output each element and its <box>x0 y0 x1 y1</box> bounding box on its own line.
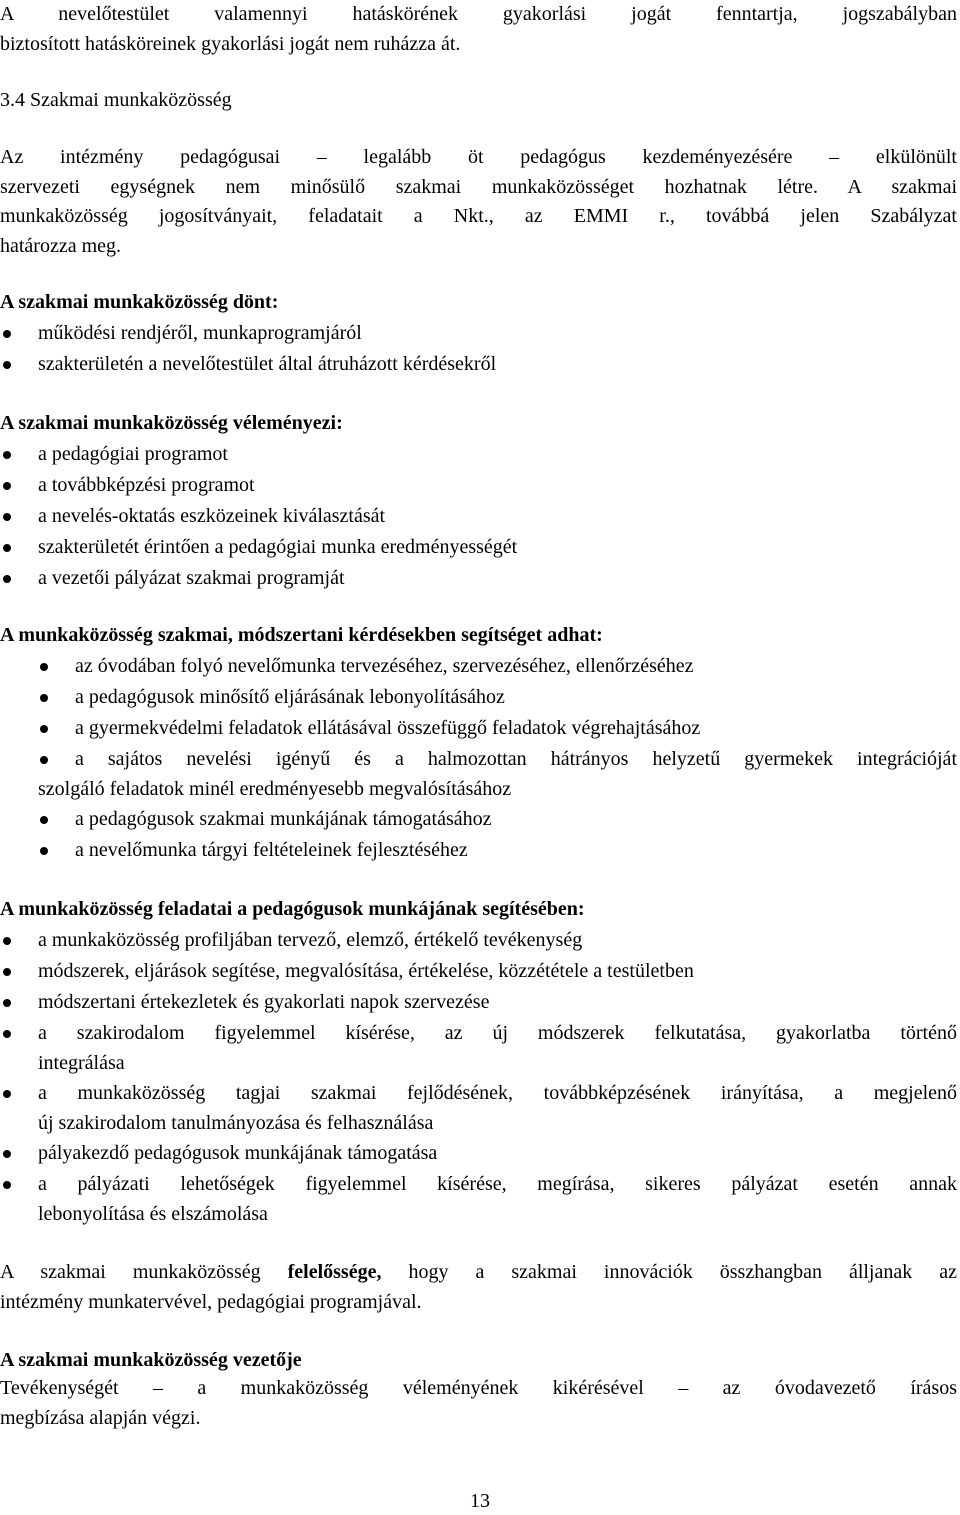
bullet-icon <box>3 1090 11 1098</box>
list-item: szakterületén a nevelőtestület által átruházott kérdésekről <box>0 349 957 380</box>
list-item: működési rendjéről, munkaprogramjáról <box>0 318 957 349</box>
intro-line-2: biztosított hatásköreinek gyakorlási jogát nem ruházza át. <box>0 32 461 55</box>
list-item: a munkaközösség tagjai szakmai fejlődésének, továbbképzésének irányítása, a megjelenő új szakirodalom tanulmányozása és felhasználása <box>0 1078 957 1138</box>
list-item: szakterületét érintően a pedagógiai munka eredményességét <box>0 532 957 563</box>
list-item: a nevelőmunka tárgyi feltételeinek fejlesztéséhez <box>0 835 957 866</box>
bullet-icon <box>3 999 11 1007</box>
bullet-icon <box>40 663 48 671</box>
segitseg-heading: A munkaközösség szakmai, módszertani kérdésekben segítséget adhat: <box>0 624 603 646</box>
bullet-icon <box>3 330 11 338</box>
list-item: a munkaközösség profiljában tervező, elemző, értékelő tevékenység <box>0 925 957 956</box>
section-line-3: munkaközösség jogosítványait, feladatait a Nkt., az EMMI r., továbbá jelen Szabályzat <box>0 205 957 227</box>
intro-paragraph <box>0 0 957 59</box>
bullet-icon <box>40 816 48 824</box>
list-item: a pedagógusok szakmai munkájának támogatásához <box>0 804 957 835</box>
list-item: a továbbképzési programot <box>0 470 957 501</box>
section-title: 3.4 Szakmai munkaközösség <box>0 89 232 111</box>
vezeto-heading: A szakmai munkaközösség vezetője <box>0 1349 302 1371</box>
bullet-icon <box>3 451 11 459</box>
vezeto-line-2: megbízása alapján végzi. <box>0 1406 201 1429</box>
bullet-icon <box>3 1181 11 1189</box>
list-item: a gyermekvédelmi feladatok ellátásával összefüggő feladatok végrehajtásához <box>0 713 957 744</box>
list-item: az óvodában folyó nevelőmunka tervezéséhez, szervezéséhez, ellenőrzéséhez <box>0 651 957 682</box>
list-item: a szakirodalom figyelemmel kísérése, az új módszerek felkutatása, gyakorlatba történő integrálása <box>0 1018 957 1078</box>
felelosseg-line-2: intézmény munkatervével, pedagógiai programjával. <box>0 1290 422 1313</box>
bullet-icon <box>3 544 11 552</box>
section-line-4: határozza meg. <box>0 234 122 257</box>
velemenyezi-list <box>0 439 957 594</box>
dont-list <box>0 318 957 380</box>
bullet-icon <box>3 968 11 976</box>
bullet-icon <box>3 361 11 369</box>
list-item: a vezetői pályázat szakmai programját <box>0 563 957 594</box>
vezeto-line-1: Tevékenységét – a munkaközösség véleményének kikérésével – az óvodavezető írásos <box>0 1377 957 1399</box>
bullet-icon <box>3 575 11 583</box>
list-item: a pedagógiai programot <box>0 439 957 470</box>
page-number: 13 <box>470 1490 490 1512</box>
list-item: módszertani értekezletek és gyakorlati napok szervezése <box>0 987 957 1018</box>
velemenyezi-heading: A szakmai munkaközösség véleményezi: <box>0 412 343 434</box>
feladatai-list <box>0 925 957 1229</box>
list-item: a pályázati lehetőségek figyelemmel kísérése, megírása, sikeres pályázat esetén annak lebonyolítása és elszámolása <box>0 1169 957 1229</box>
section-paragraph <box>0 143 957 261</box>
bullet-icon <box>40 725 48 733</box>
felelosseg-bold: felelőssége, <box>287 1261 382 1283</box>
felelosseg-paragraph <box>0 1258 957 1317</box>
list-item: a nevelés-oktatás eszközeinek kiválasztását <box>0 501 957 532</box>
section-line-1: Az intézmény pedagógusai – legalább öt pedagógus kezdeményezésére – elkülönült <box>0 146 957 168</box>
bullet-icon <box>3 513 11 521</box>
bullet-icon <box>3 482 11 490</box>
bullet-icon <box>3 1150 11 1158</box>
dont-heading: A szakmai munkaközösség dönt: <box>0 291 279 313</box>
list-item: módszerek, eljárások segítése, megvalósítása, értékelése, közzététele a testületben <box>0 956 957 987</box>
vezeto-paragraph <box>0 1374 957 1433</box>
segitseg-list <box>0 651 957 866</box>
bullet-icon <box>40 694 48 702</box>
felelosseg-line-1: A szakmai munkaközösség felelőssége, hogy a szakmai innovációk összhangban álljanak az <box>0 1261 957 1283</box>
section-line-2: szervezeti egységnek nem minősülő szakmai munkaközösséget hozhatnak létre. A szakmai <box>0 175 957 198</box>
list-item: a sajátos nevelési igényű és a halmozottan hátrányos helyzetű gyermekek integrációját szolgáló feladatok minél eredményesebb megvalósításához <box>38 748 957 800</box>
feladatai-heading: A munkaközösség feladatai a pedagógusok munkájának segítésében: <box>0 898 585 920</box>
bullet-icon <box>40 756 48 764</box>
bullet-icon <box>3 937 11 945</box>
bullet-icon <box>3 1030 11 1038</box>
list-item: a pedagógusok minősítő eljárásának lebonyolításához <box>0 682 957 713</box>
list-item: pályakezdő pedagógusok munkájának támogatása <box>0 1138 957 1169</box>
bullet-icon <box>40 847 48 855</box>
intro-line-1: A nevelőtestület valamennyi hatáskörének gyakorlási jogát fenntartja, jogszabályban <box>0 3 957 25</box>
